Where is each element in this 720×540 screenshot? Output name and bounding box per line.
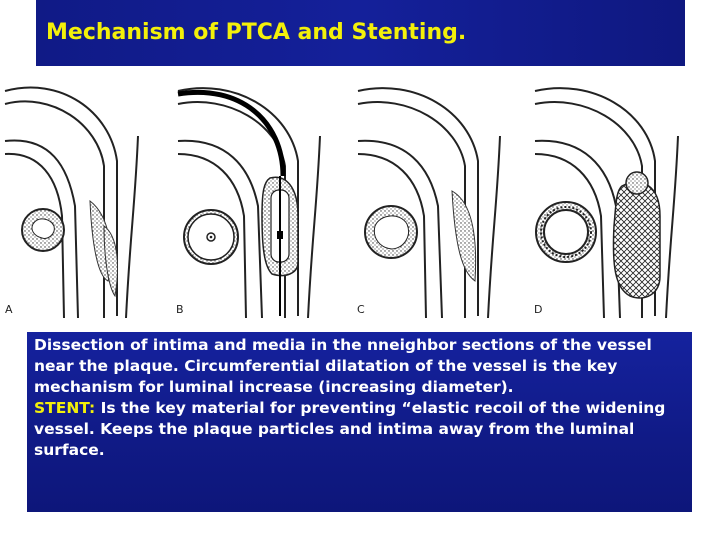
panel-label-b: B (176, 303, 184, 316)
panel-c-vessel (358, 88, 500, 318)
panel-label-c: C (357, 303, 365, 316)
bullet-dot-icon: • (5, 332, 20, 357)
panel-b-vessel (178, 88, 320, 318)
panel-a-vessel (5, 87, 138, 318)
ptca-stenting-illustration (0, 66, 720, 332)
title-banner (36, 0, 685, 66)
slide-title: Mechanism of PTCA and Stenting. (46, 20, 467, 45)
panel-a-plaque-lower (104, 226, 117, 296)
panel-d-stent (613, 182, 660, 298)
bullet-list (5, 332, 692, 461)
bullet-item (5, 395, 692, 461)
bullet-text-box (5, 332, 692, 512)
panel-a-cross-section (22, 209, 64, 251)
panel-d-balloon-tip (626, 172, 648, 194)
panel-label-d: D (534, 303, 543, 316)
bullet-item (5, 332, 692, 398)
bullet-dot-icon: • (5, 395, 20, 420)
panel-b-guide-catheter (178, 92, 283, 176)
panel-c-cross-section (365, 206, 417, 258)
panel-c-plaque (452, 191, 476, 281)
panel-b-cross-section (184, 210, 238, 264)
stent-label: STENT: (34, 399, 96, 417)
panel-label-a: A (5, 303, 13, 316)
bullet-text: Dissection of intima and media in the nneighbor sections of the vessel near the plaque. Circumferential dilatation of the vessel is the key mechanism for luminal increase (increasing diameter). (34, 336, 652, 396)
bullet-text: Is the key material for preventing “elastic recoil of the widening vessel. Keeps the plaque particles and intima away from the luminal surface. (34, 399, 666, 459)
panel-d-cross-section (536, 202, 596, 262)
